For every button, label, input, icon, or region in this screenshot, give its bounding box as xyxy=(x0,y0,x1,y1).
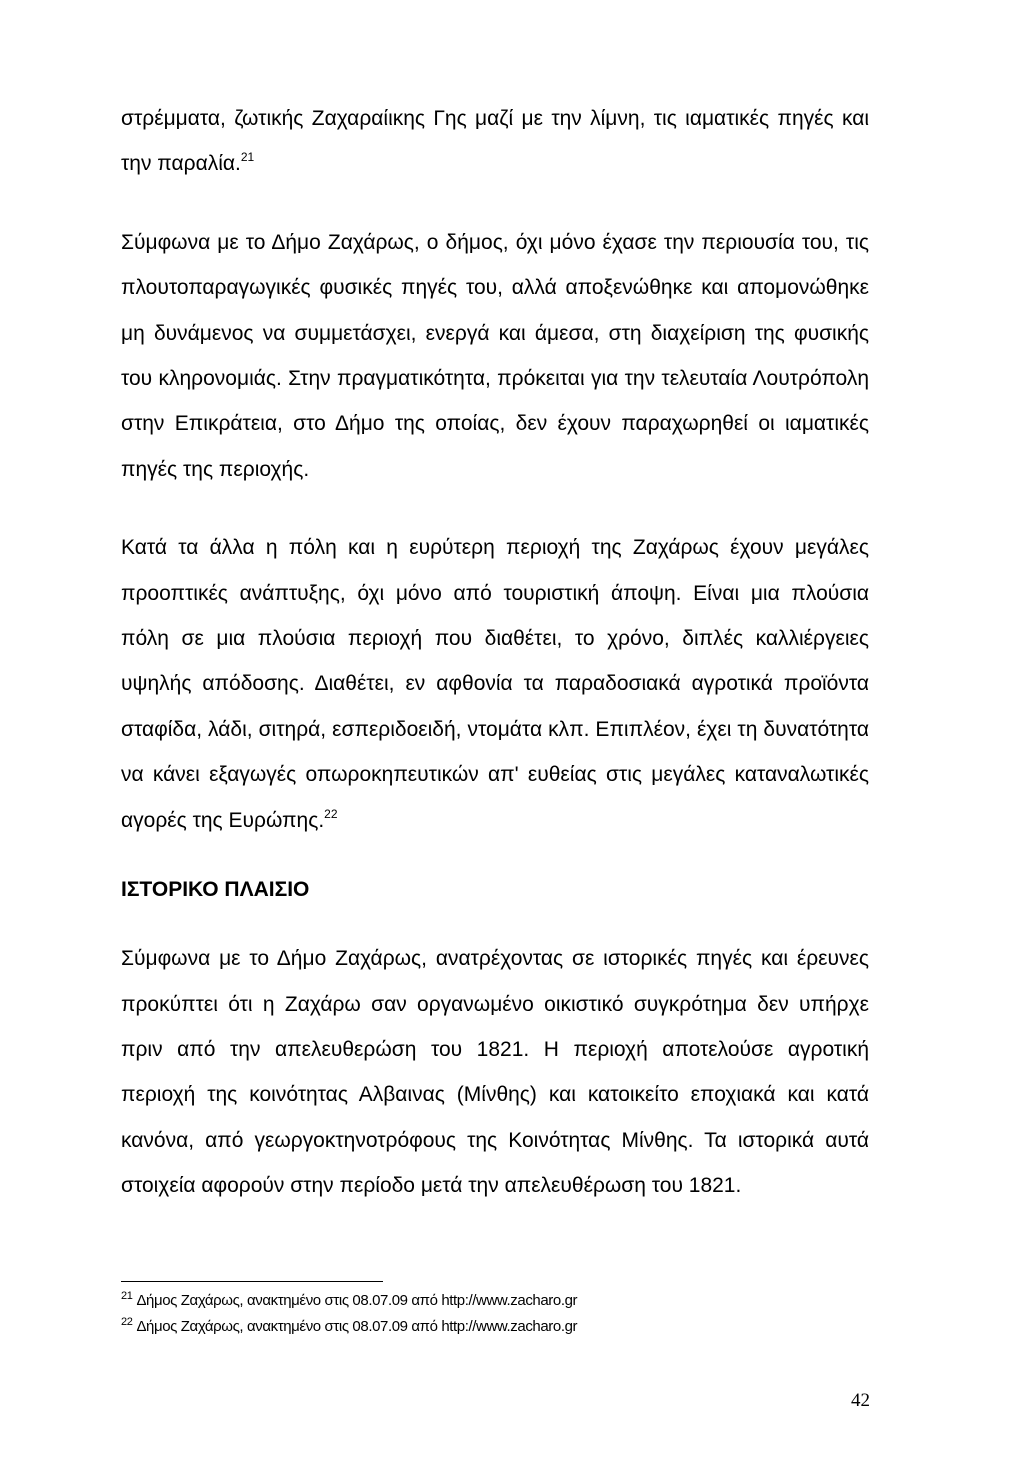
footnote-number: 21 xyxy=(121,1290,133,1302)
paragraph-2: Σύμφωνα με το Δήμο Ζαχάρως, ο δήμος, όχι μόνο έχασε την περιουσία του, τις πλουτοπαραγωγικές φυσικές πηγές του, αλλά αποξενώθηκε και απομονώθηκε μη δυνάμενος να συμμετάσχει, ενεργά και άμεσα, στη διαχείριση της φυσικής του κληρονομιάς. Στην πραγματικότητα, πρόκειται για την τελευταία Λουτρόπολη στην Επικράτεια, στο Δήμο της οποίας, δεν έχουν παραχωρηθεί οι ιαματικές πηγές της περιοχής. xyxy=(121,230,869,481)
footnote-ref-22: 22 xyxy=(324,806,338,821)
section-heading: ΙΣΤΟΡΙΚΟ ΠΛΑΙΣΙΟ xyxy=(121,878,310,902)
footnote-text: Δήμος Ζαχάρως, ανακτημένο στις 08.07.09 από http://www.zacharo.gr xyxy=(136,1318,578,1335)
paragraph-3: Κατά τα άλλα η πόλη και η ευρύτερη περιοχή της Ζαχάρως έχουν μεγάλες προοπτικές ανάπτυξης, όχι μόνο από τουριστική άποψη. Είναι μια πλούσια πόλη σε μια πλούσια περιοχή που διαθέτει, το χρόνο, διπλές καλλιέργειες υψηλής απόδοσης. Διαθέτει, εν αφθονία τα παραδοσιακά αγροτικά προϊόντα σταφίδα, λάδι, σιτηρά, εσπεριδοειδή, ντομάτα κλπ. Επιπλέον, έχει τη δυνατότητα να κάνει εξαγωγές οπωροκηπευτικών απ' ευθείας στις μεγάλες καταναλωτικές αγορές της Ευρώπης.$^{22}$ xyxy=(121,536,869,832)
footnote-text: Δήμος Ζαχάρως, ανακτημένο στις 08.07.09 από http://www.zacharo.gr xyxy=(136,1292,578,1309)
body-text xyxy=(121,96,869,1209)
footnote-number: 22 xyxy=(121,1316,133,1328)
footnote-ref-21: 21 xyxy=(240,150,255,165)
footnote-21 xyxy=(121,1288,881,1314)
section-paragraph: Σύμφωνα με το Δήμο Ζαχάρως, ανατρέχοντας σε ιστορικές πηγές και έρευνες προκύπτει ότι η Ζαχάρω σαν οργανωμένο οικιστικό συγκρότημα δεν υπήρχε πριν από την απελευθερώση του 1821. Η περιοχή αποτελούσε αγροτική περιοχή της κοινότητας Αλβαινας (Μίνθης) και κατοικείτο εποχιακά και κατά κανόνα, από γεωργοκτηνοτρόφους της Κοινότητας Μίνθης. Τα ιστορικά αυτά στοιχεία αφορούν στην περίοδο μετά την απελευθέρωση του 1821. xyxy=(121,947,869,1198)
footnote-divider xyxy=(121,1281,383,1282)
footnote-22 xyxy=(121,1314,881,1340)
footnotes xyxy=(121,1288,881,1340)
page-number: 42 xyxy=(851,1390,870,1411)
paragraph-1: στρέμματα, ζωτικής Ζαχαραίικης Γης μαζί με την λίμνη, τις ιαματικές πηγές και την παραλία.$^{21}$ xyxy=(121,107,869,176)
